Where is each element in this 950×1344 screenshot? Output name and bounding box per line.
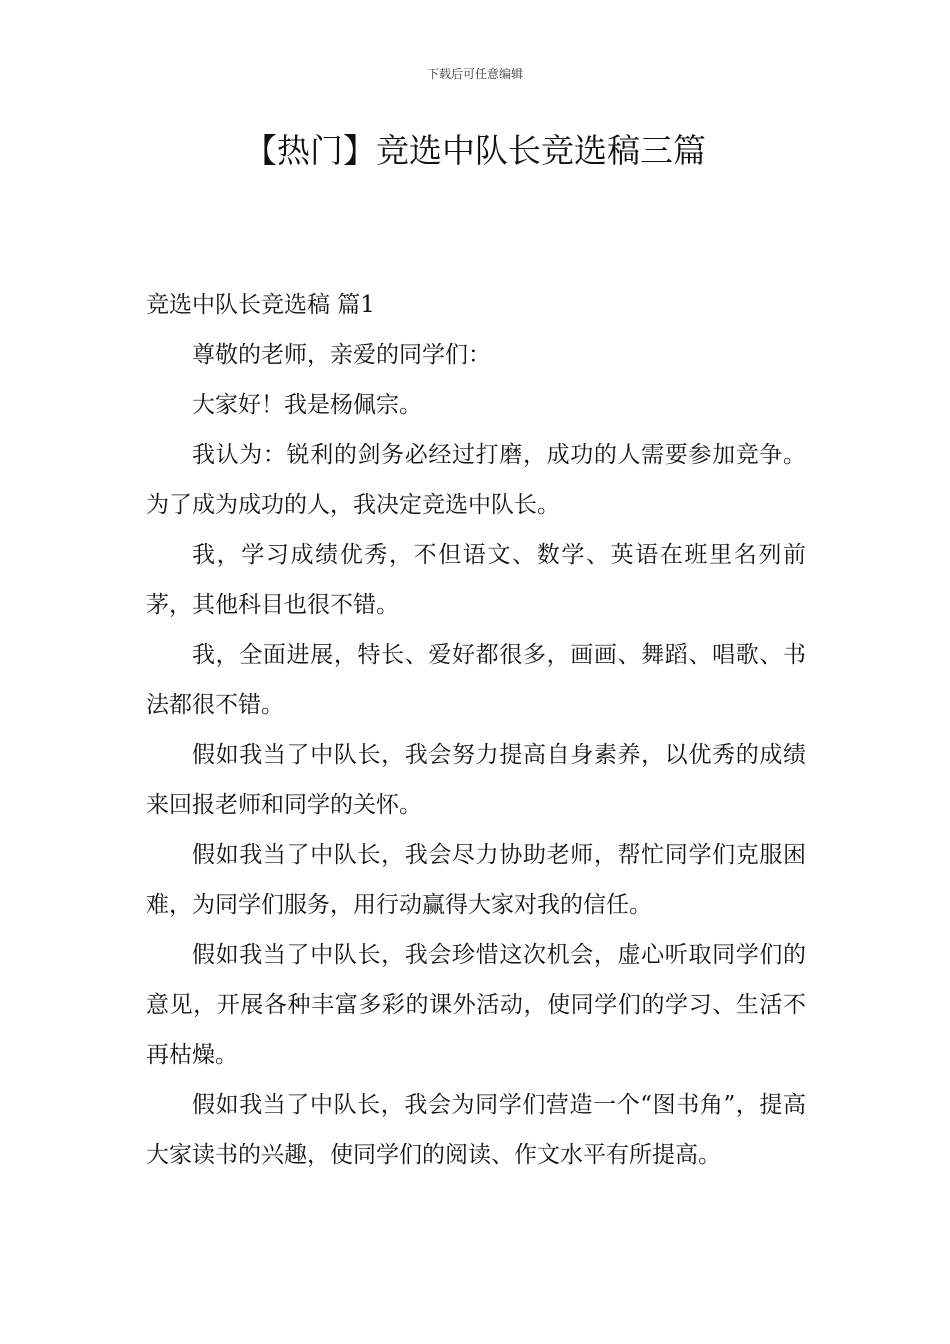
paragraph: 假如我当了中队长，我会为同学们营造一个“图书角”，提高大家读书的兴趣，使同学们的阅读、作文水平有所提高。 <box>146 1092 806 1168</box>
section-heading: 竞选中队长竞选稿 篇1 <box>146 292 375 318</box>
document-body <box>146 280 806 1180</box>
paragraph: 我，全面进展，特长、爱好都很多，画画、舞蹈、唱歌、书法都很不错。 <box>146 642 806 718</box>
paragraph-salutation: 尊敬的老师，亲爱的同学们： <box>192 342 491 368</box>
header-note: 下载后可任意编辑 <box>426 67 523 81</box>
paragraph: 我，学习成绩优秀，不但语文、数学、英语在班里名列前茅，其他科目也很不错。 <box>146 542 806 618</box>
paragraph: 假如我当了中队长，我会努力提高自身素养，以优秀的成绩来回报老师和同学的关怀。 <box>146 742 806 818</box>
document-title: 【热门】竞选中队长竞选稿三篇 <box>244 131 706 170</box>
paragraph: 我认为：锐利的剑务必经过打磨，成功的人需要参加竞争。为了成为成功的人，我决定竞选中队长。 <box>146 442 806 518</box>
paragraph: 假如我当了中队长，我会珍惜这次机会，虚心听取同学们的意见，开展各种丰富多彩的课外活动，使同学们的学习、生活不再枯燥。 <box>146 942 806 1068</box>
paragraph: 假如我当了中队长，我会尽力协助老师，帮忙同学们克服困难，为同学们服务，用行动赢得大家对我的信任。 <box>146 842 806 918</box>
paragraph-greeting: 大家好！我是杨佩宗。 <box>192 392 422 418</box>
